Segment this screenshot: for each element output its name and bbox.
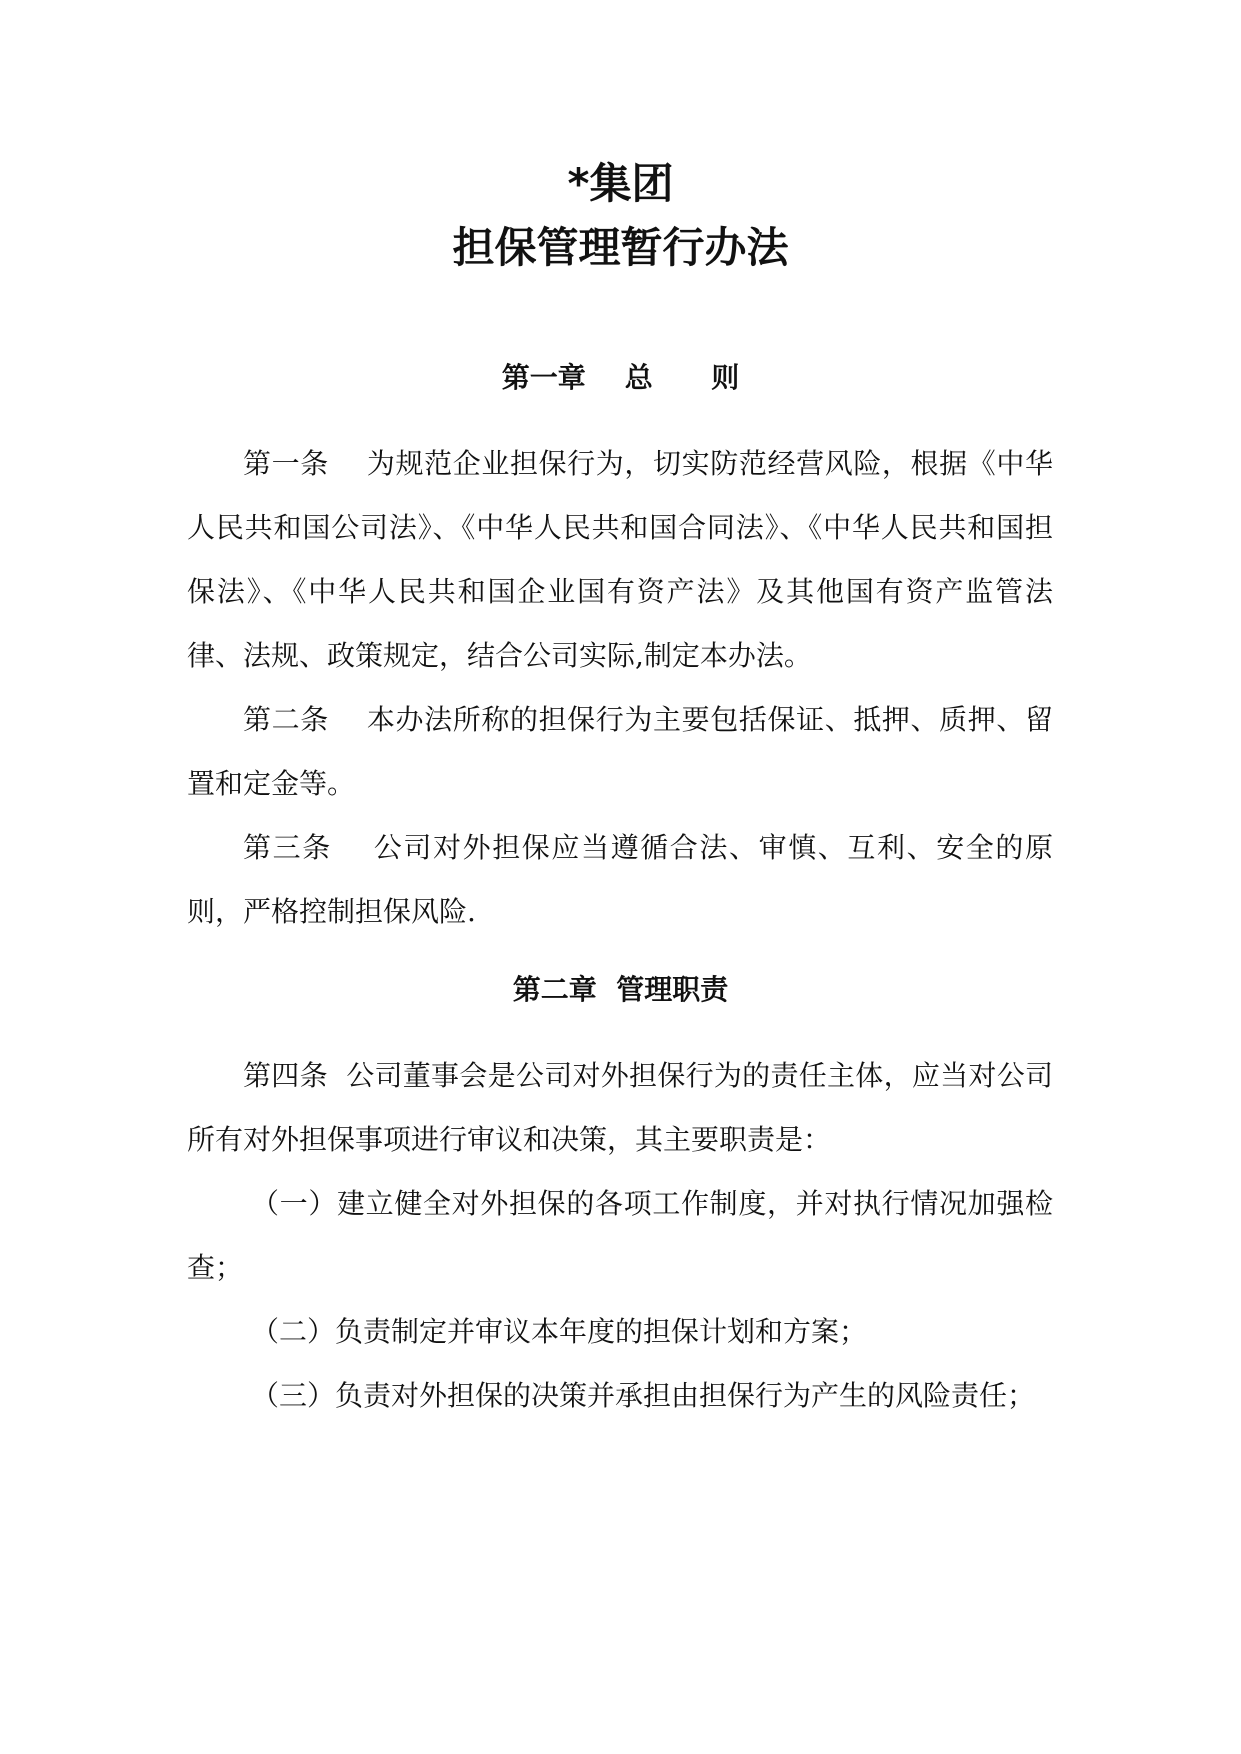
chapter-heading-management-duties: 第二章 管理职责 [512, 973, 729, 1006]
list-item: （三）负责对外担保的决策并承担由担保行为产生的风险责任； [251, 1379, 1036, 1412]
document-title: 担保管理暂行办法 [452, 223, 789, 272]
document-title-organization: *集团 [567, 159, 674, 208]
list-item: （二）负责制定并审议本年度的担保计划和方案； [251, 1315, 868, 1348]
article-paragraph: 第四条 公司董事会是公司对外担保行为的责任主体，应当对公司所有对外担保事项进行审议和决策，其主要职责是： [187, 1059, 1053, 1156]
article-paragraph: 第一条 为规范企业担保行为，切实防范经营风险，根据《中华人民共和国公司法》、《中华人民共和国合同法》、《中华人民共和国担保法》、《中华人民共和国企业国有资产法》及其他国有资产监管法律、法规、政策规定，结合公司实际,制定本办法。 [187, 447, 1053, 672]
article-paragraph: 第三条 公司对外担保应当遵循合法、审慎、互利、安全的原则，严格控制担保风险. [187, 831, 1053, 928]
chapter-heading-general-provisions: 第一章 总 则 [501, 361, 740, 394]
list-item: （一）建立健全对外担保的各项工作制度，并对执行情况加强检查； [187, 1187, 1053, 1284]
article-paragraph: 第二条 本办法所称的担保行为主要包括保证、抵押、质押、留置和定金等。 [187, 703, 1053, 800]
